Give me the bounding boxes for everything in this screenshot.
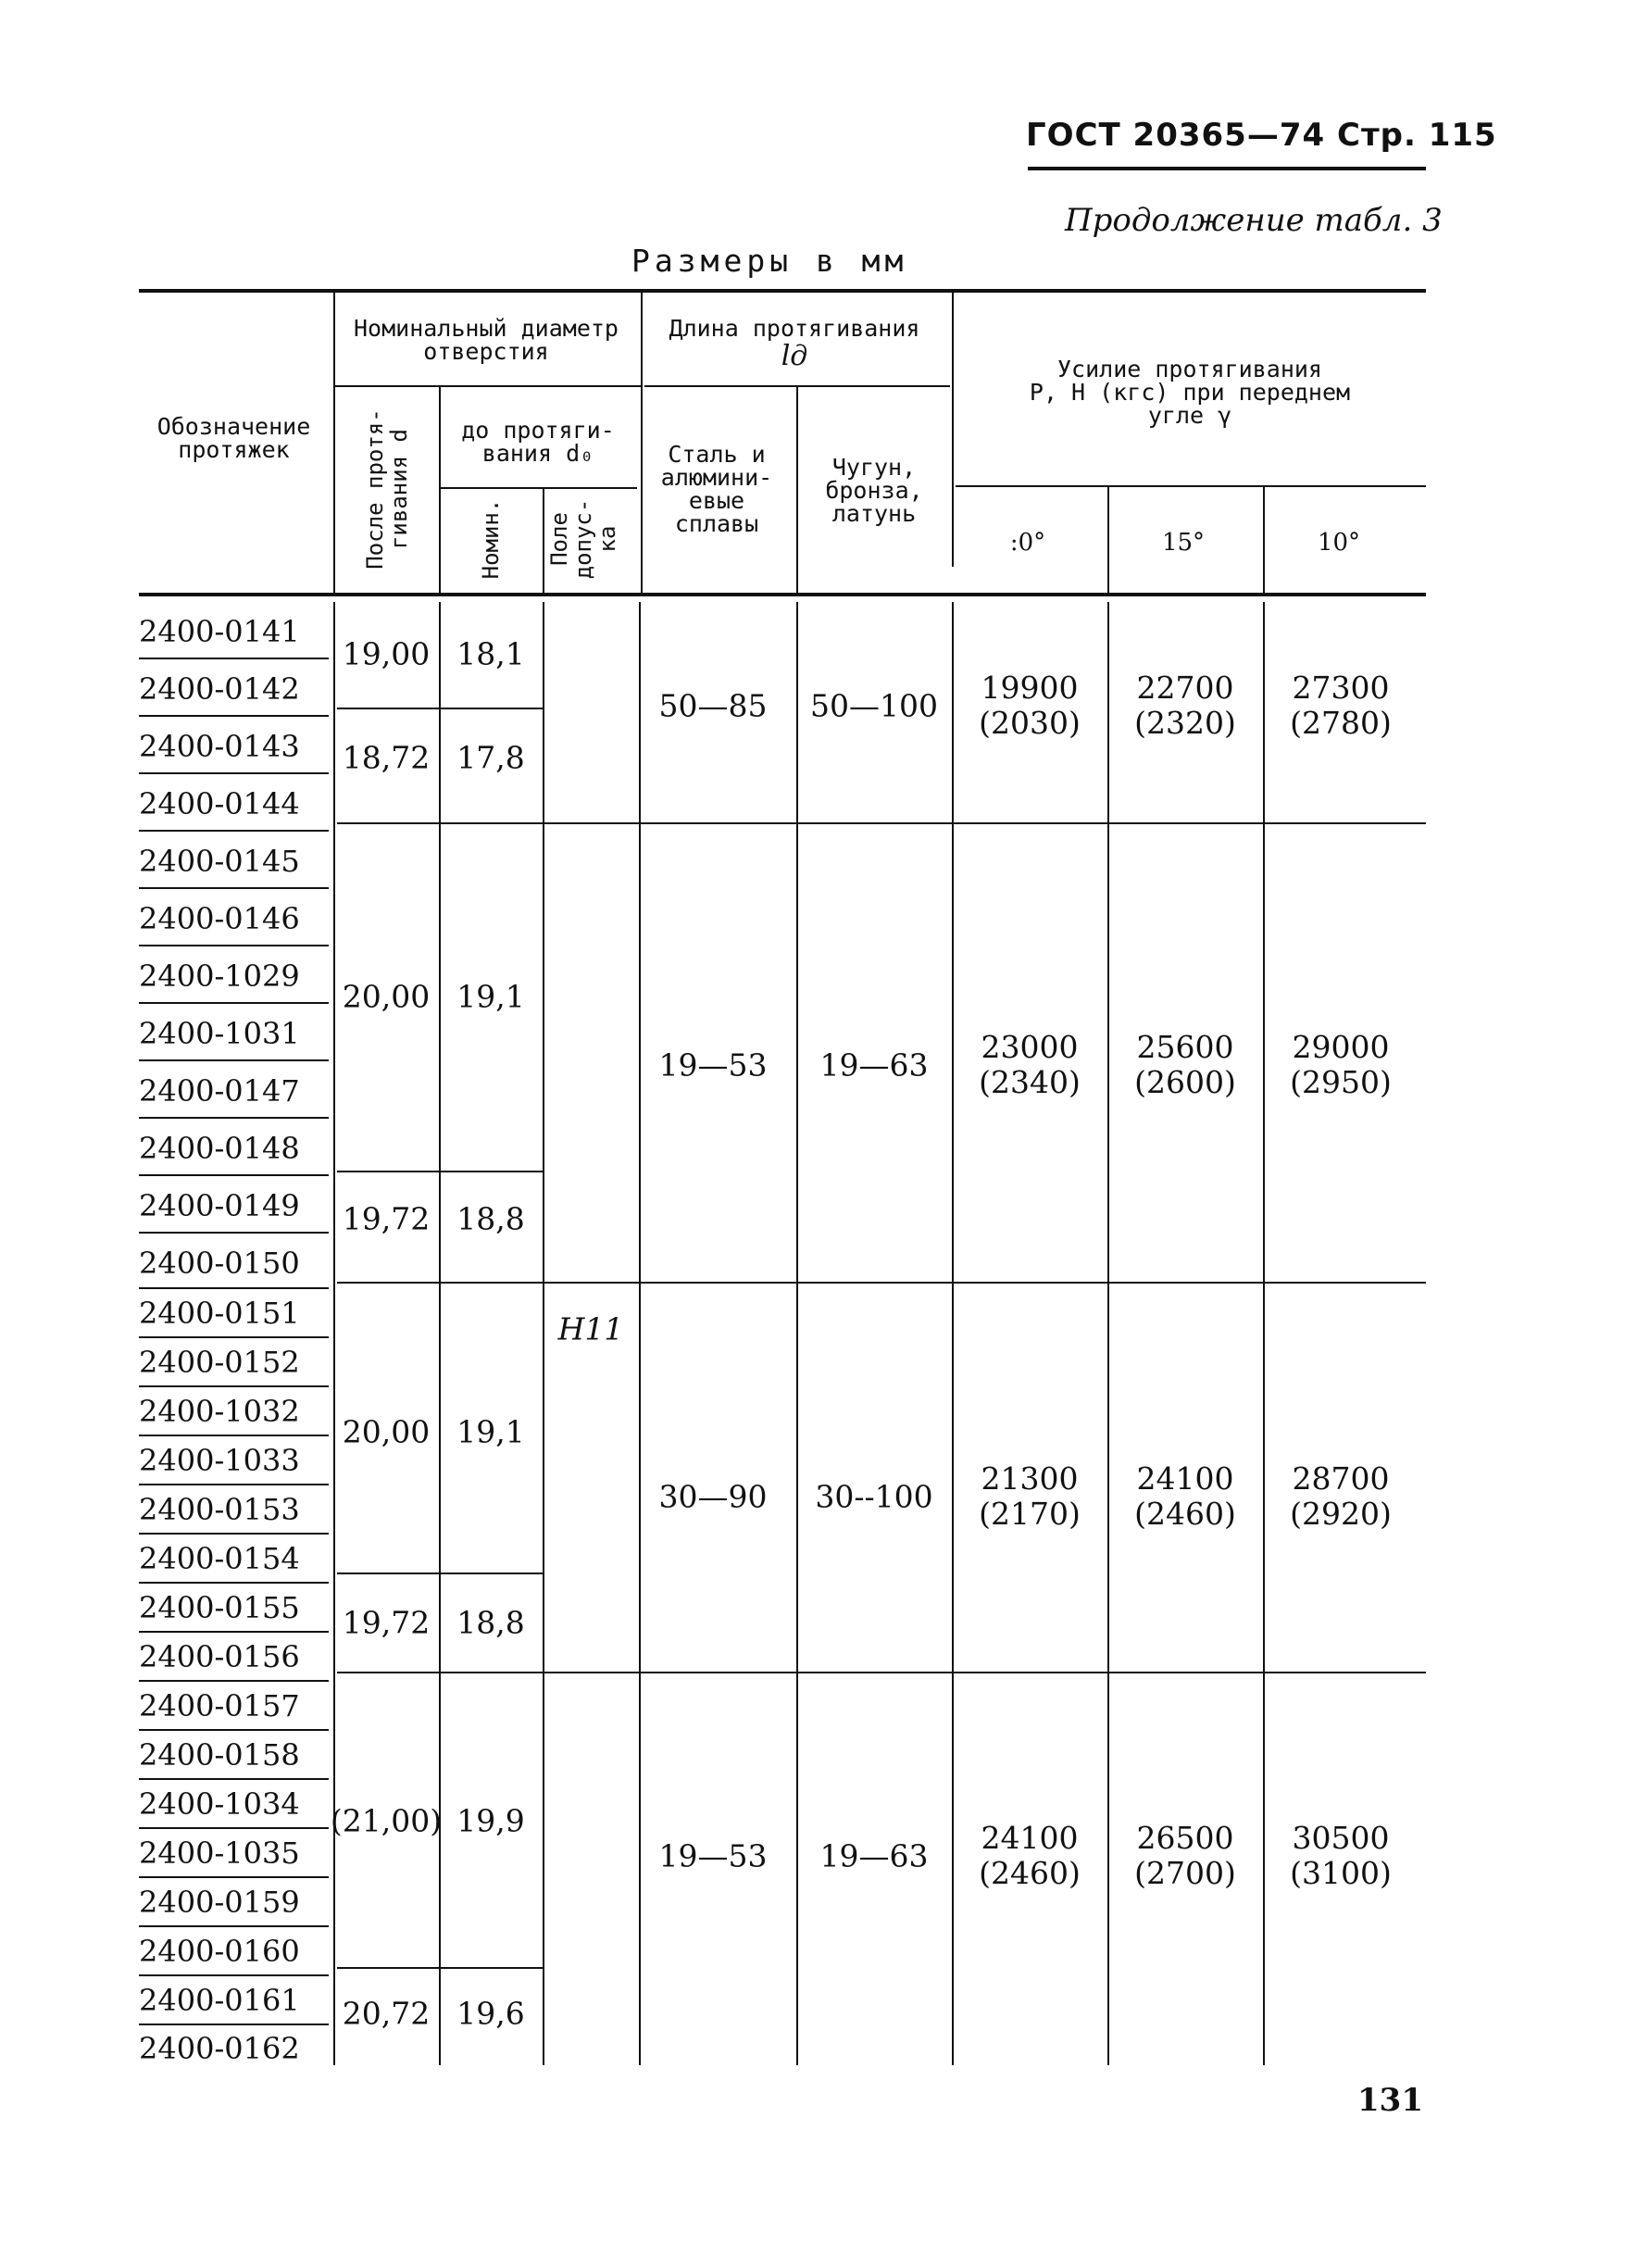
diameter-rule: [337, 708, 543, 709]
code-cell: 2400-0142: [139, 671, 300, 707]
code-cell: 2400-0147: [139, 1073, 300, 1109]
code-cell: 2400-0149: [139, 1188, 300, 1223]
force-value: 24100: [981, 1820, 1079, 1856]
diameter-d0: 18,1: [456, 635, 525, 672]
group-rule: [337, 1672, 1426, 1673]
units-caption: Размеры в мм: [631, 243, 908, 279]
force-20: [979, 670, 1081, 741]
diameter-d0: 19,1: [456, 1413, 525, 1450]
code-cell: 2400-0148: [139, 1131, 300, 1166]
diameter-d0: 18,8: [456, 1604, 525, 1641]
force-kgf: (2340): [979, 1064, 1081, 1100]
steel-length: 50—85: [658, 687, 768, 724]
header-vline-2: [439, 385, 441, 595]
force-value: 28700: [1292, 1460, 1390, 1497]
code-row-rule: [139, 1336, 329, 1338]
diameter-rule: [337, 1967, 543, 1969]
diameter-rule: [337, 1171, 543, 1172]
force-kgf: (2600): [1134, 1064, 1236, 1100]
header-before-broaching: до протяги- вания d₀: [461, 417, 615, 467]
code-row-rule: [139, 945, 329, 946]
force-kgf: (2320): [1134, 705, 1236, 741]
code-cell: 2400-0153: [139, 1492, 300, 1527]
castiron-length: 30--100: [815, 1478, 933, 1515]
code-row-rule: [139, 1484, 329, 1485]
header-vline-8: [1263, 485, 1265, 595]
force-10: [1290, 1821, 1392, 1891]
diameter-d0: 19,9: [456, 1802, 525, 1839]
code-cell: 2400-0155: [139, 1590, 300, 1625]
code-cell: 2400-0145: [139, 844, 300, 879]
group-rule: [337, 1282, 1426, 1284]
force-kgf: (2170): [979, 1496, 1081, 1532]
diameter-d: 20,72: [342, 1995, 431, 2032]
code-row-rule: [139, 2024, 329, 2025]
code-cell: 2400-0161: [139, 1983, 300, 2018]
code-cell: 2400-1032: [139, 1394, 300, 1429]
diameter-rule: [337, 1573, 543, 1574]
diameter-d0: 17,8: [456, 739, 525, 776]
code-cell: 2400-1034: [139, 1786, 300, 1822]
body-vline-5: [796, 602, 798, 2065]
force-value: 26500: [1136, 1820, 1234, 1856]
header-broaching-length: Длина протягивания: [669, 315, 920, 342]
force-kgf: (3100): [1290, 1855, 1392, 1891]
code-row-rule: [139, 1059, 329, 1061]
code-row-rule: [139, 1435, 329, 1436]
header-vline-4: [641, 289, 643, 595]
header-angle-2: 15°: [1161, 529, 1206, 557]
code-row-rule: [139, 1287, 329, 1289]
code-row-rule: [139, 658, 329, 659]
header-angle-1: :0°: [1009, 529, 1046, 557]
force-kgf: (2030): [979, 705, 1081, 741]
body-vline-4: [639, 602, 641, 2065]
header-angle-3: 10°: [1317, 529, 1361, 557]
diameter-d: 19,72: [342, 1604, 431, 1641]
force-value: 27300: [1292, 670, 1390, 706]
header-steel-aluminum: Сталь и алюмини- евые сплавы: [660, 441, 773, 537]
table-top-rule: [139, 289, 1426, 293]
header-nominal: Номин.: [478, 498, 504, 580]
header-rule: [1028, 167, 1426, 170]
code-row-rule: [139, 830, 329, 832]
force-kgf: (2920): [1290, 1496, 1392, 1532]
force-15: [1134, 670, 1236, 741]
code-row-rule: [139, 1974, 329, 1976]
body-vline-7: [1107, 602, 1109, 2065]
force-10: [1290, 670, 1392, 741]
code-cell: 2400-0158: [139, 1737, 300, 1773]
header-rule-c: [441, 487, 637, 489]
diameter-d: 18,72: [342, 739, 431, 776]
diameter-d: 19,72: [342, 1200, 431, 1237]
force-value: 22700: [1136, 670, 1234, 706]
header-force: Усилие протягивания P, Н (кгс) при переднем угле γ: [1029, 356, 1351, 429]
code-cell: 2400-1029: [139, 959, 300, 994]
code-row-rule: [139, 1729, 329, 1731]
body-vline-3: [543, 602, 544, 2065]
force-value: 19900: [981, 670, 1079, 706]
header-bottom-rule: [139, 593, 1426, 596]
header-vline-5: [796, 385, 798, 595]
code-cell: 2400-0152: [139, 1345, 300, 1380]
group-rule: [337, 822, 1426, 824]
code-cell: 2400-0141: [139, 614, 300, 649]
diameter-d0: 19,1: [456, 978, 525, 1015]
steel-length: 19—53: [658, 1046, 768, 1084]
code-cell: 2400-0160: [139, 1934, 300, 1969]
diameter-d: 20,00: [342, 1413, 431, 1450]
code-row-rule: [139, 1925, 329, 1927]
header-length-symbol: lд: [781, 340, 808, 372]
steel-length: 19—53: [658, 1837, 768, 1874]
force-kgf: (2700): [1134, 1855, 1236, 1891]
code-row-rule: [139, 1232, 329, 1234]
header-vline-7: [1107, 485, 1109, 595]
diameter-d: 19,00: [342, 635, 431, 672]
standard-header: ГОСТ 20365—74 Стр. 115: [1026, 117, 1497, 154]
header-rule-d: [956, 485, 1426, 487]
force-value: 24100: [1136, 1460, 1234, 1497]
force-kgf: (2460): [1134, 1496, 1236, 1532]
code-row-rule: [139, 1174, 329, 1176]
code-cell: 2400-0143: [139, 729, 300, 764]
code-row-rule: [139, 715, 329, 717]
force-value: 21300: [981, 1460, 1079, 1497]
header-tolerance-field: Поле допус- ка: [546, 498, 620, 580]
castiron-length: 50—100: [810, 687, 938, 724]
force-kgf: (2460): [979, 1855, 1081, 1891]
diameter-d0: 19,6: [456, 1995, 525, 2032]
code-cell: 2400-0154: [139, 1541, 300, 1576]
continuation-caption: Продолжение табл. 3: [1065, 202, 1443, 239]
force-15: [1134, 1821, 1236, 1891]
code-cell: 2400-0157: [139, 1688, 300, 1723]
code-cell: 2400-1031: [139, 1016, 300, 1051]
force-value: 25600: [1136, 1029, 1234, 1065]
force-value: 23000: [981, 1029, 1079, 1065]
code-row-rule: [139, 1002, 329, 1004]
code-row-rule: [139, 1631, 329, 1633]
code-row-rule: [139, 887, 329, 889]
force-20: [979, 1821, 1081, 1891]
code-cell: 2400-0146: [139, 901, 300, 936]
force-value: 29000: [1292, 1029, 1390, 1065]
force-15: [1134, 1461, 1236, 1532]
force-20: [979, 1461, 1081, 1532]
code-cell: 2400-0144: [139, 786, 300, 821]
diameter-d: (21,00): [330, 1802, 443, 1839]
force-15: [1134, 1030, 1236, 1100]
force-kgf: (2780): [1290, 705, 1392, 741]
castiron-length: 19—63: [819, 1837, 929, 1874]
force-kgf: (2950): [1290, 1064, 1392, 1100]
code-row-rule: [139, 1117, 329, 1119]
page-number: 131: [1357, 2082, 1423, 2119]
header-vline-1: [333, 289, 335, 595]
steel-length: 30—90: [658, 1478, 768, 1515]
tolerance-value: H11: [557, 1310, 624, 1347]
code-cell: 2400-0151: [139, 1296, 300, 1331]
force-10: [1290, 1030, 1392, 1100]
header-vline-3: [543, 487, 544, 595]
code-row-rule: [139, 1827, 329, 1829]
body-vline-2: [439, 602, 441, 2065]
code-row-rule: [139, 772, 329, 774]
force-10: [1290, 1461, 1392, 1532]
diameter-d: 20,00: [342, 978, 431, 1015]
code-row-rule: [139, 1680, 329, 1682]
code-row-rule: [139, 1778, 329, 1780]
code-cell: 2400-1033: [139, 1443, 300, 1478]
code-cell: 2400-0162: [139, 2031, 300, 2066]
header-cast-iron: Чугун, бронза, латунь: [825, 454, 923, 527]
code-cell: 2400-0156: [139, 1639, 300, 1674]
body-vline-6: [952, 602, 954, 2065]
force-20: [979, 1030, 1081, 1100]
body-vline-1: [333, 602, 335, 2065]
code-row-rule: [139, 1876, 329, 1878]
code-row-rule: [139, 1533, 329, 1535]
header-vline-6: [952, 289, 954, 567]
code-cell: 2400-0150: [139, 1246, 300, 1281]
body-vline-8: [1263, 602, 1265, 2065]
force-value: 30500: [1292, 1820, 1390, 1856]
header-rule-a: [335, 385, 641, 387]
code-cell: 2400-1035: [139, 1836, 300, 1871]
code-row-rule: [139, 1385, 329, 1387]
code-row-rule: [139, 1582, 329, 1584]
castiron-length: 19—63: [819, 1046, 929, 1084]
header-nominal-diameter: Номинальный диаметр отверстия: [354, 315, 619, 365]
diameter-d0: 18,8: [456, 1200, 525, 1237]
header-designation: Обозначение протяжек: [156, 413, 311, 463]
code-cell: 2400-0159: [139, 1885, 300, 1920]
header-after-broaching: После протя- гивания d: [362, 408, 412, 570]
